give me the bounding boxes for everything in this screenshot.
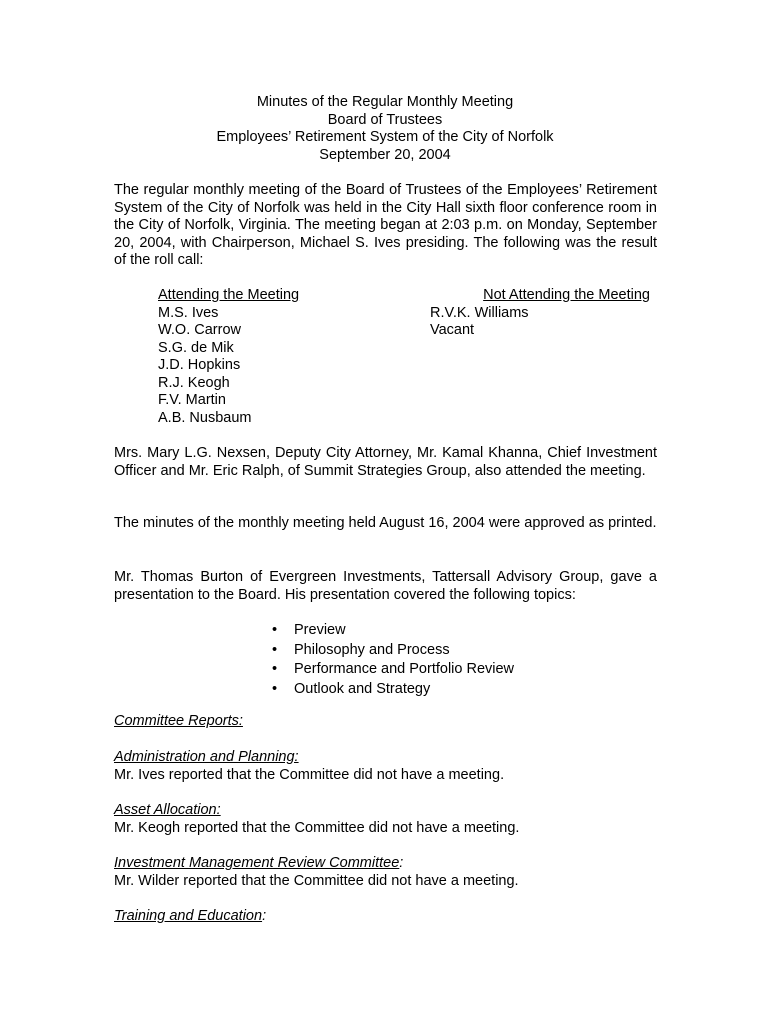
list-item — [270, 680, 514, 700]
admin-planning-text: Mr. Ives reported that the Committee did not have a meeting. — [114, 766, 505, 783]
attendee-name: S.G. de Mik — [158, 339, 234, 356]
list-item — [270, 660, 514, 680]
attending-heading: Attending the Meeting — [158, 287, 300, 303]
topic-label: Preview — [294, 622, 346, 638]
list-item — [270, 621, 514, 641]
also-attended-paragraph: Mrs. Mary L.G. Nexsen, Deputy City Attorney, Mr. Kamal Khanna, Chief Investment Officer and Mr. Eric Ralph, of Summit Strategies Group, also attended the meeting. — [114, 445, 657, 479]
committee-reports-section — [114, 713, 657, 731]
attendee-name: R.J. Keogh — [158, 374, 230, 391]
topics-list — [270, 621, 514, 699]
absentee-name: Vacant — [430, 322, 475, 338]
bullet-icon: • — [272, 661, 278, 677]
header-organization: Employees’ Retirement System of the City of Norfolk — [216, 129, 554, 145]
asset-allocation-text: Mr. Keogh reported that the Committee did not have a meeting. — [114, 819, 520, 836]
asset-allocation-heading: Asset Allocation: — [114, 802, 221, 818]
document-header — [0, 94, 770, 164]
bullet-icon: • — [272, 680, 278, 697]
attending-column — [158, 287, 299, 427]
imrc-heading-colon: : — [399, 855, 404, 871]
not-attending-heading: Not Attending the Meeting — [483, 287, 650, 303]
list-item — [270, 641, 514, 661]
presentation-paragraph: Mr. Thomas Burton of Evergreen Investments, Tattersall Advisory Group, gave a presentation to the Board. His presentation covered the following topics: — [114, 569, 657, 603]
not-attending-column — [430, 287, 650, 340]
attendee-name: J.D. Hopkins — [158, 357, 241, 373]
minutes-approval-paragraph: The minutes of the monthly meeting held August 16, 2004 were approved as printed. — [114, 515, 657, 531]
asset-allocation-section — [114, 802, 657, 837]
absentee-name: R.V.K. Williams — [430, 304, 529, 321]
bullet-icon: • — [272, 622, 278, 638]
attendee-name: M.S. Ives — [158, 304, 219, 321]
attendee-name: A.B. Nusbaum — [158, 409, 252, 426]
admin-planning-heading: Administration and Planning: — [114, 749, 299, 765]
header-title: Minutes of the Regular Monthly Meeting — [256, 94, 514, 110]
header-board: Board of Trustees — [327, 111, 443, 128]
bullet-icon: • — [272, 641, 278, 658]
committee-reports-heading: Committee Reports: — [114, 713, 243, 729]
topic-label: Outlook and Strategy — [294, 680, 431, 697]
imrc-text: Mr. Wilder reported that the Committee did not have a meeting. — [114, 872, 519, 889]
attendee-name: W.O. Carrow — [158, 322, 241, 338]
imrc-heading: Investment Management Review Committee — [114, 855, 400, 871]
training-heading-colon: : — [262, 908, 267, 924]
imrc-section — [114, 855, 657, 890]
training-education-heading: Training and Education — [114, 908, 263, 924]
topic-label: Philosophy and Process — [294, 641, 450, 658]
intro-paragraph: The regular monthly meeting of the Board of Trustees of the Employees’ Retirement System of the City of Norfolk was held in the City Hall sixth floor conference room in the City of Norfolk, Virginia. The meeting began at 2:03 p.m. on Monday, September 20, 2004, with Chairperson, Michael S. Ives presiding. The following was the result of the roll call: — [114, 182, 657, 268]
attendee-name: F.V. Martin — [158, 392, 226, 408]
topic-label: Performance and Portfolio Review — [294, 661, 515, 677]
admin-planning-section — [114, 749, 657, 784]
header-date: September 20, 2004 — [319, 146, 451, 163]
training-education-section — [114, 908, 657, 926]
